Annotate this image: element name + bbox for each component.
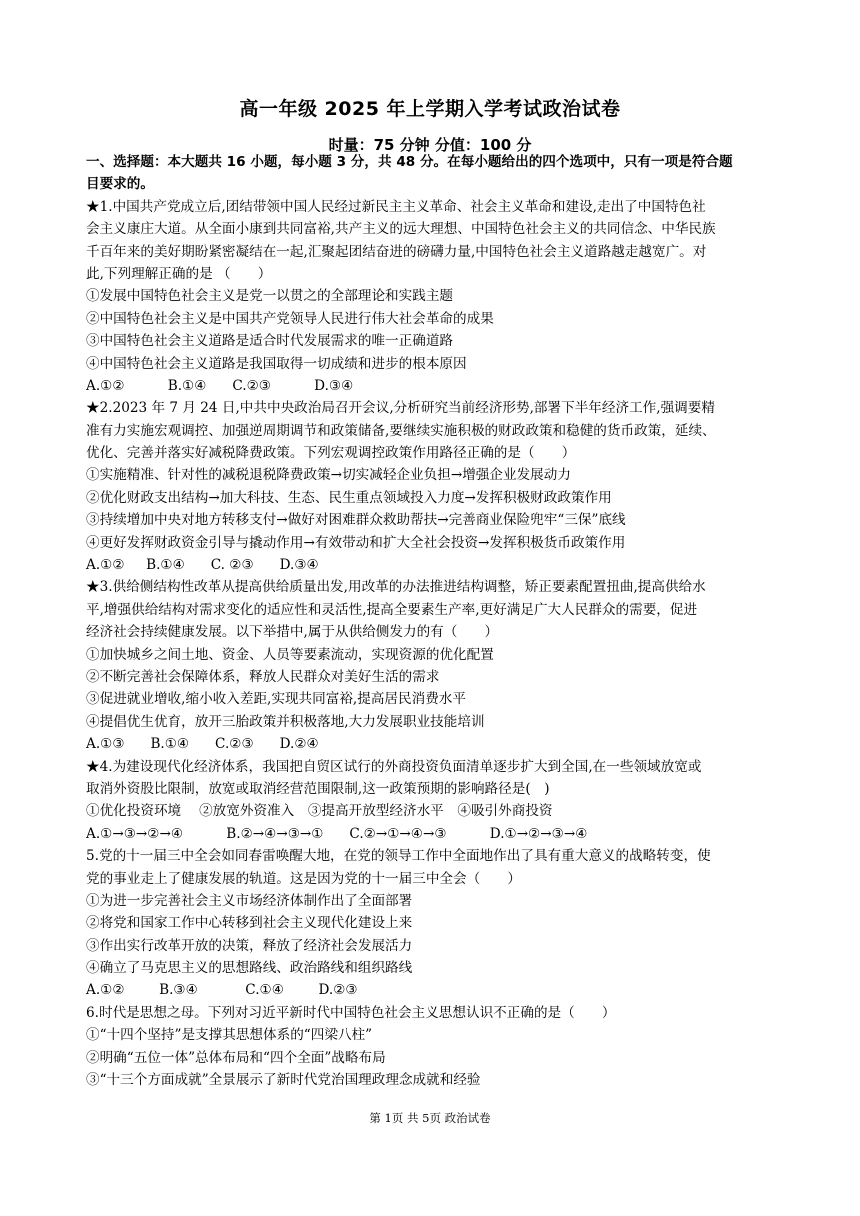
question-stem: 优化、完善并落实好减税降费政策。下列宏观调控政策作用路径正确的是（ ） xyxy=(86,445,576,462)
answer-options: A.①② B.③④ C.①④ D.②③ xyxy=(86,982,358,999)
exam-content xyxy=(86,151,779,1091)
statement-item: ①为进一步完善社会主义市场经济体制作出了全面部署 xyxy=(86,892,413,909)
question-stem: 党的事业走上了健康发展的轨道。这是因为党的十一届三中全会（ ） xyxy=(86,870,521,887)
question-stem: 会主义康庄大道。从全面小康到共同富裕,共产主义的远大理想、中国特色社会主义的共同信念、中华民族 xyxy=(86,221,716,238)
question-stem: 千百年来的美好期盼紧密凝结在一起,汇聚起团结奋进的磅礴力量,中国特色社会主义道路越走越宽广。对 xyxy=(86,243,707,260)
question-stem: 准有力实施宏观调控、加强逆周期调节和政策储备,要继续实施积极的财政政策和稳健的货币政策，延续、 xyxy=(86,422,716,439)
question-stem: 经济社会持续健康发展。以下举措中,属于从供给侧发力的有（ ） xyxy=(86,624,499,641)
statement-item: ①加快城乡之间土地、资金、人员等要素流动，实现资源的优化配置 xyxy=(86,646,494,663)
statement-item: ②不断完善社会保障体系，释放人民群众对美好生活的需求 xyxy=(86,668,440,685)
question-2 xyxy=(86,397,779,576)
statement-item: ④确立了马克思主义的思想路线、政治路线和组织路线 xyxy=(86,960,413,977)
section-heading-cont: 目要求的。 xyxy=(86,176,154,193)
question-stem: 取消外资股比限制，放宽或取消经营范围限制,这一政策预期的影响路径是( ) xyxy=(86,780,550,797)
statement-item: ①发展中国特色社会主义是党一以贯之的全部理论和实践主题 xyxy=(86,288,454,305)
statement-item: ④更好发挥财政资金引导与撬动作用→有效带动和扩大全社会投资→发挥积极货币政策作用 xyxy=(86,534,626,551)
answer-options: A.①③ B.①④ C.②③ D.②④ xyxy=(86,736,319,753)
statement-item: ②优化财政支出结构→加大科技、生态、民生重点领域投入力度→发挥积极财政政策作用 xyxy=(86,489,612,506)
question-stem: ★1.中国共产党成立后,团结带领中国人民经过新民主主义革命、社会主义革命和建设,走出了中国特色社 xyxy=(86,198,706,215)
statement-item: ②将党和国家工作中心转移到社会主义现代化建设上来 xyxy=(86,915,413,932)
statement-item: ①实施精准、针对性的减税退税降费政策→切实减轻企业负担→增强企业发展动力 xyxy=(86,467,571,484)
question-stem: 5.党的十一届三中全会如同春雷唤醒大地，在党的领导工作中全面地作出了具有重大意义的战略转变，使 xyxy=(86,848,711,865)
answer-options: A.①② B.①④ C. ②③ D.③④ xyxy=(86,557,319,574)
statement-item: ③“十三个方面成就”全景展示了新时代党治国理政理念成就和经验 xyxy=(86,1072,481,1089)
statement-item: ①优化投资环境 ②放宽外资准入 ③提高开放型经济水平 ④吸引外商投资 xyxy=(86,803,553,820)
statement-item: ①“十四个坚持”是支撑其思想体系的“四梁八柱” xyxy=(86,1027,373,1044)
statement-item: ④中国特色社会主义道路是我国取得一切成绩和进步的根本原因 xyxy=(86,355,467,372)
statement-item: ②中国特色社会主义是中国共产党领导人民进行伟大社会革命的成果 xyxy=(86,310,494,327)
question-stem: 此,下列理解正确的是 （ ） xyxy=(86,265,272,282)
statement-item: ③促进就业增收,缩小收入差距,实现共同富裕,提高居民消费水平 xyxy=(86,691,466,708)
question-3 xyxy=(86,576,779,755)
question-stem: 平,增强供给结构对需求变化的适应性和灵活性,提高全要素生产率,更好满足广大人民群众的需要，促进 xyxy=(86,601,698,618)
question-5 xyxy=(86,845,779,1002)
answer-options: A.①→③→②→④ B.②→④→③→① C.②→①→④→③ D.①→②→③→④ xyxy=(86,825,588,842)
statement-item: ②明确“五位一体”总体布局和“四个全面”战略布局 xyxy=(86,1049,386,1066)
statement-item: ④提倡优生优育，放开三胎政策并积极落地,大力发展职业技能培训 xyxy=(86,713,485,730)
section-heading: 一、选择题：本大题共 16 小题，每小题 3 分，共 48 分。在每小题给出的四个选项中，只有一项是符合题 xyxy=(86,154,733,170)
question-4 xyxy=(86,756,779,846)
statement-item: ③中国特色社会主义道路是适合时代发展需求的唯一正确道路 xyxy=(86,333,454,350)
statement-item: ③作出实行改革开放的决策，释放了经济社会发展活力 xyxy=(86,937,413,954)
question-stem: 6.时代是思想之母。下列对习近平新时代中国特色社会主义思想认识不正确的是（ ） xyxy=(86,1004,616,1021)
question-stem: ★3.供给侧结构性改革从提高供给质量出发,用改革的办法推进结构调整，矫正要素配置扭曲,提高供给水 xyxy=(86,579,706,596)
question-stem: ★2.2023 年 7 月 24 日,中共中央政治局召开会议,分析研究当前经济形势,部署下半年经济工作,强调要精 xyxy=(86,400,715,417)
page-footer: 第 1页 共 5页 政治试卷 xyxy=(369,1111,491,1125)
exam-title: 高一年级 2025 年上学期入学考试政治试卷 xyxy=(239,98,621,120)
question-stem: ★4.为建设现代化经济体系，我国把自贸区试行的外商投资负面清单逐步扩大到全国,在一些领域放宽或 xyxy=(86,758,702,775)
statement-item: ③持续增加中央对地方转移支付→做好对困难群众救助帮扶→完善商业保险兜牢“三保”底线 xyxy=(86,512,626,529)
question-6 xyxy=(86,1002,779,1092)
exam-meta: 时量：75 分钟 分值：100 分 xyxy=(328,136,532,154)
answer-options: A.①② B.①④ C.②③ D.③④ xyxy=(86,377,354,394)
question-1 xyxy=(86,196,779,398)
